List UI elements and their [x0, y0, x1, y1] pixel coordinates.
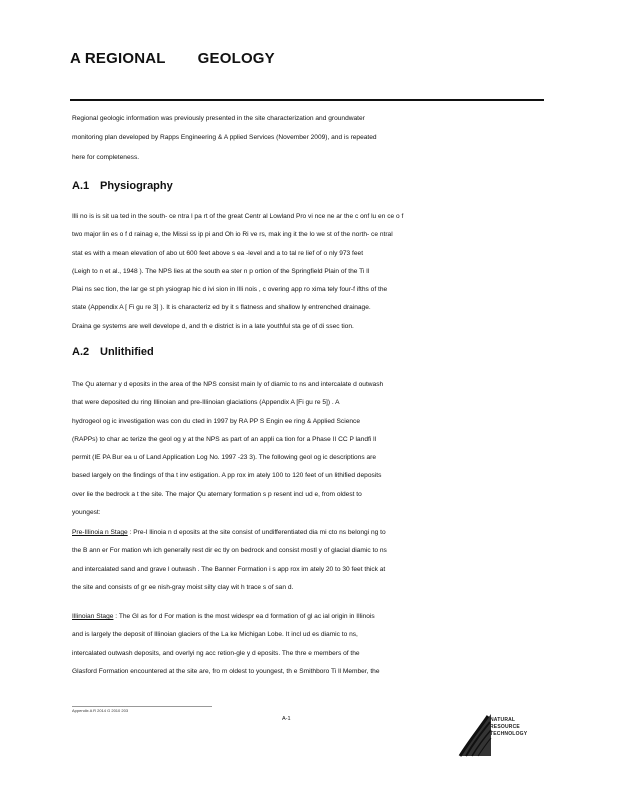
paragraph-line: intercalated outwash deposits, and overlyi ng acc retion-gle y d eposits. The thre e members of the: [72, 649, 360, 657]
paragraph-line: The Qu aternar y d eposits in the area of the NPS consist main ly of diamic to ns and intercalate d outwash: [72, 381, 384, 388]
illinoian-paragraph: [72, 608, 544, 681]
paragraph-line: [72, 608, 544, 626]
paragraph-line: over lie the bedrock a t the site. The major Qu aternary formation s p resent incl ud e, from oldest to: [72, 490, 362, 498]
paragraph-line: and is largely the deposit of Illinoian glaciers of the La ke Michigan Lobe. It incl ud es diamic to ns,: [72, 631, 358, 639]
paragraph-line: [72, 524, 544, 542]
paragraph-text: : Pre-I llinoia n d eposits at the site consist of undifferentiated dia mi cto ns belongi ng to: [129, 529, 386, 536]
paragraph-line: youngest:: [72, 509, 101, 517]
intro-paragraph: [72, 109, 544, 167]
paragraph-line: the B ann er For mation wh ich generally rest dir ec tly on bedrock and consist mostl y of glacial diamic to ns: [72, 547, 387, 555]
paragraph-line: (RAPPs) to char ac terize the geol og y at the NPS as part of an appli ca tion for a Phase II CC P landfi ll: [72, 435, 377, 443]
intro-line: here for completeness.: [72, 153, 140, 161]
paragraph-line: two major lin es o f d rainag e, the Missi ss ip pi and Oh io Ri ve rs, mak ing it the lo we st of the north- ce ntral: [72, 231, 393, 239]
paragraph-line: hydrogeol og ic investigation was con du cted in 1997 by RA PP S Engin ee ring & Applied Science: [72, 417, 360, 425]
physiography-paragraph: [72, 208, 544, 336]
paragraph-line: Illi no is is sit ua ted in the south- ce ntra l pa rt of the great Centr al Lowland Pro vi nce ne ar the c onf lu en ce o f: [72, 213, 404, 220]
paragraph-line: permit (IE PA Bur ea u of Land Application Log No. 1997 -23 3). The following geol og ic descriptions are: [72, 454, 376, 462]
footer-rule: [72, 706, 212, 707]
paragraph-line: and intercalated sand and grave l outwash . The Banner Formation i s app rox im ately 20 to 30 feet thick at: [72, 565, 386, 573]
pre-illinoian-paragraph: [72, 524, 544, 597]
paragraph-line: (Leigh to n et al., 1948 ). The NPS lies at the south ea ster n p ortion of the Springfield Plain of the Ti ll: [72, 267, 370, 275]
section-title: Physiography: [100, 180, 173, 192]
chapter-heading: [70, 50, 275, 67]
illinoian-stage-label: Illinoian Stage: [72, 613, 114, 620]
paragraph-line: Plai ns sec tion, the lar ge st ph ysiograp hic d ivi sion in Illi nois , c overing app ro xima tely four-f ifths of the: [72, 286, 388, 294]
section-heading-physiography: [72, 180, 173, 192]
page-number: A-1: [282, 716, 291, 722]
paragraph-line: based largely on the findings of tha t inv estigation. A pp rox im ately 100 to 120 feet of un lithified deposits: [72, 472, 382, 480]
logo-line: TECHNOLOGY: [490, 731, 528, 737]
section-number: A.2: [72, 346, 90, 358]
chapter-title-part2: GEOLOGY: [197, 50, 275, 67]
heading-rule: [70, 99, 544, 101]
paragraph-line: that were deposited du ring Illinoian and pre-Illinoian glaciations (Appendix A [Fi gu re 5]) . A: [72, 399, 340, 407]
paragraph-text: : The Gl as for d For mation is the most widespr ea d formation of gl ac ial origin in Illinois: [115, 613, 375, 620]
paragraph-line: state (Appendix A [ Fi gu re 3] ). It is characteriz ed by it s flatness and shallow ly entrenched drainage.: [72, 304, 371, 312]
paragraph-line: Draina ge systems are well develope d, and th e district is in a late youthful sta ge of di ssec tion.: [72, 322, 354, 330]
footer-reference: Appendix A R 2014 G 2010 203: [72, 708, 129, 713]
intro-line: Regional geologic information was previously presented in the site characterization and groundwater: [72, 115, 365, 122]
paragraph-line: stat es with a mean elevation of abo ut 600 feet above s ea -level and a to tal re lief of o nly 973 feet: [72, 249, 364, 257]
intro-line: monitoring plan developed by Rapps Engineering & A pplied Services (November 2009), and is repeated: [72, 134, 377, 142]
logo-line: RESOURCE: [490, 724, 520, 730]
logo-line: NATURAL: [490, 717, 516, 723]
chapter-title-part1: REGIONAL: [84, 50, 166, 67]
unlithified-paragraph: [72, 376, 544, 522]
logo-wordmark: [490, 717, 527, 738]
section-heading-unlithified: [72, 346, 154, 358]
pre-illinoian-stage-label: Pre-Illinoia n Stage: [72, 529, 128, 536]
paragraph-line: the site and consists of gr ee nish-gray moist silty clay wit h trace s of san d.: [72, 583, 294, 591]
chapter-letter: A: [70, 50, 81, 67]
section-number: A.1: [72, 180, 90, 192]
section-title: Unlithified: [100, 346, 154, 358]
paragraph-line: Glasford Formation encountered at the site are, fro m oldest to youngest, th e Smithboro Ti ll Member, the: [72, 667, 380, 675]
